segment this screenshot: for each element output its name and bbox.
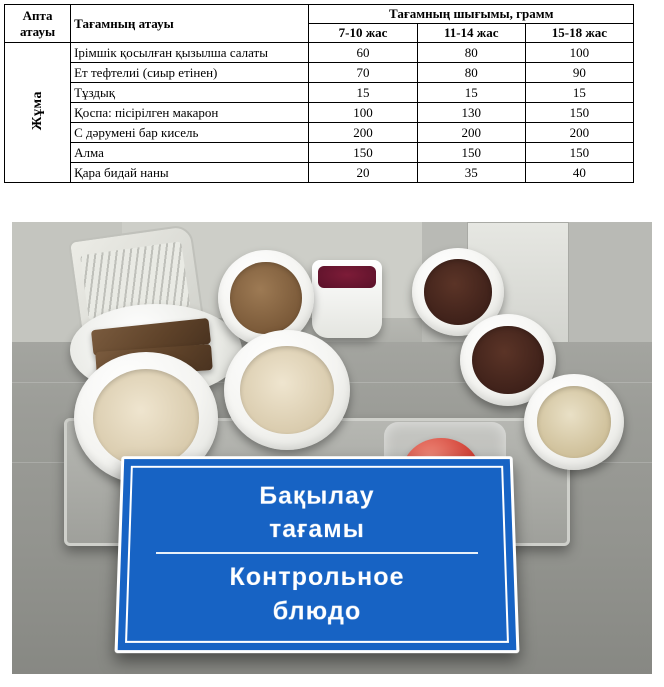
header-age-11-14: 11-14 жас	[417, 24, 525, 43]
header-dish: Тағамның атауы	[71, 5, 309, 43]
dish-name: Тұздық	[71, 83, 309, 103]
gram-7-10: 70	[309, 63, 417, 83]
gram-7-10: 20	[309, 163, 417, 183]
table-row	[5, 103, 634, 123]
gram-15-18: 150	[525, 143, 633, 163]
gram-11-14: 80	[417, 43, 525, 63]
table-row	[5, 123, 634, 143]
table-row	[5, 63, 634, 83]
table-row	[5, 163, 634, 183]
kissel-cup	[312, 260, 382, 338]
bowl-cheese-salad	[524, 374, 624, 470]
gram-7-10: 100	[309, 103, 417, 123]
gram-11-14: 150	[417, 143, 525, 163]
gram-15-18: 150	[525, 103, 633, 123]
header-day: Апта атауы	[5, 5, 71, 43]
gram-15-18: 100	[525, 43, 633, 63]
dish-name: Ірімшік қосылған қызылша салаты	[71, 43, 309, 63]
sign-text-russian-line1: Контрольное	[229, 562, 405, 592]
document-page	[0, 4, 664, 687]
gram-15-18: 200	[525, 123, 633, 143]
header-age-15-18: 15-18 жас	[525, 24, 633, 43]
gram-15-18: 90	[525, 63, 633, 83]
sign-text-russian-line2: блюдо	[272, 597, 362, 626]
header-output: Тағамның шығымы, грамм	[309, 5, 634, 24]
gram-7-10: 60	[309, 43, 417, 63]
table-row	[5, 83, 634, 103]
bowl-pasta-meatball-center	[224, 330, 350, 450]
gram-15-18: 40	[525, 163, 633, 183]
control-dish-sign	[115, 456, 520, 653]
gram-11-14: 15	[417, 83, 525, 103]
gram-11-14: 80	[417, 63, 525, 83]
sign-text-kazakh-line2: тағамы	[268, 515, 366, 544]
photo-scene	[12, 222, 652, 674]
gram-11-14: 200	[417, 123, 525, 143]
dish-name: Ет тефтелиі (сиыр етінен)	[71, 63, 309, 83]
sign-text-kazakh-line1: Бақылау	[259, 482, 375, 510]
table-header-row	[5, 5, 634, 24]
dish-name: Қара бидай наны	[71, 163, 309, 183]
dish-name: Алма	[71, 143, 309, 163]
day-label: Жұма	[29, 90, 45, 131]
menu-table	[4, 4, 634, 183]
dish-name: С дәрумені бар кисель	[71, 123, 309, 143]
header-age-7-10: 7-10 жас	[309, 24, 417, 43]
gram-7-10: 150	[309, 143, 417, 163]
day-cell	[5, 43, 71, 183]
gram-7-10: 15	[309, 83, 417, 103]
gram-7-10: 200	[309, 123, 417, 143]
sign-divider	[156, 552, 478, 554]
gram-11-14: 130	[417, 103, 525, 123]
gram-15-18: 15	[525, 83, 633, 103]
table-row	[5, 43, 634, 63]
table-row	[5, 143, 634, 163]
dish-name: Қоспа: пісірілген макарон	[71, 103, 309, 123]
gram-11-14: 35	[417, 163, 525, 183]
control-dish-photo	[12, 222, 652, 674]
